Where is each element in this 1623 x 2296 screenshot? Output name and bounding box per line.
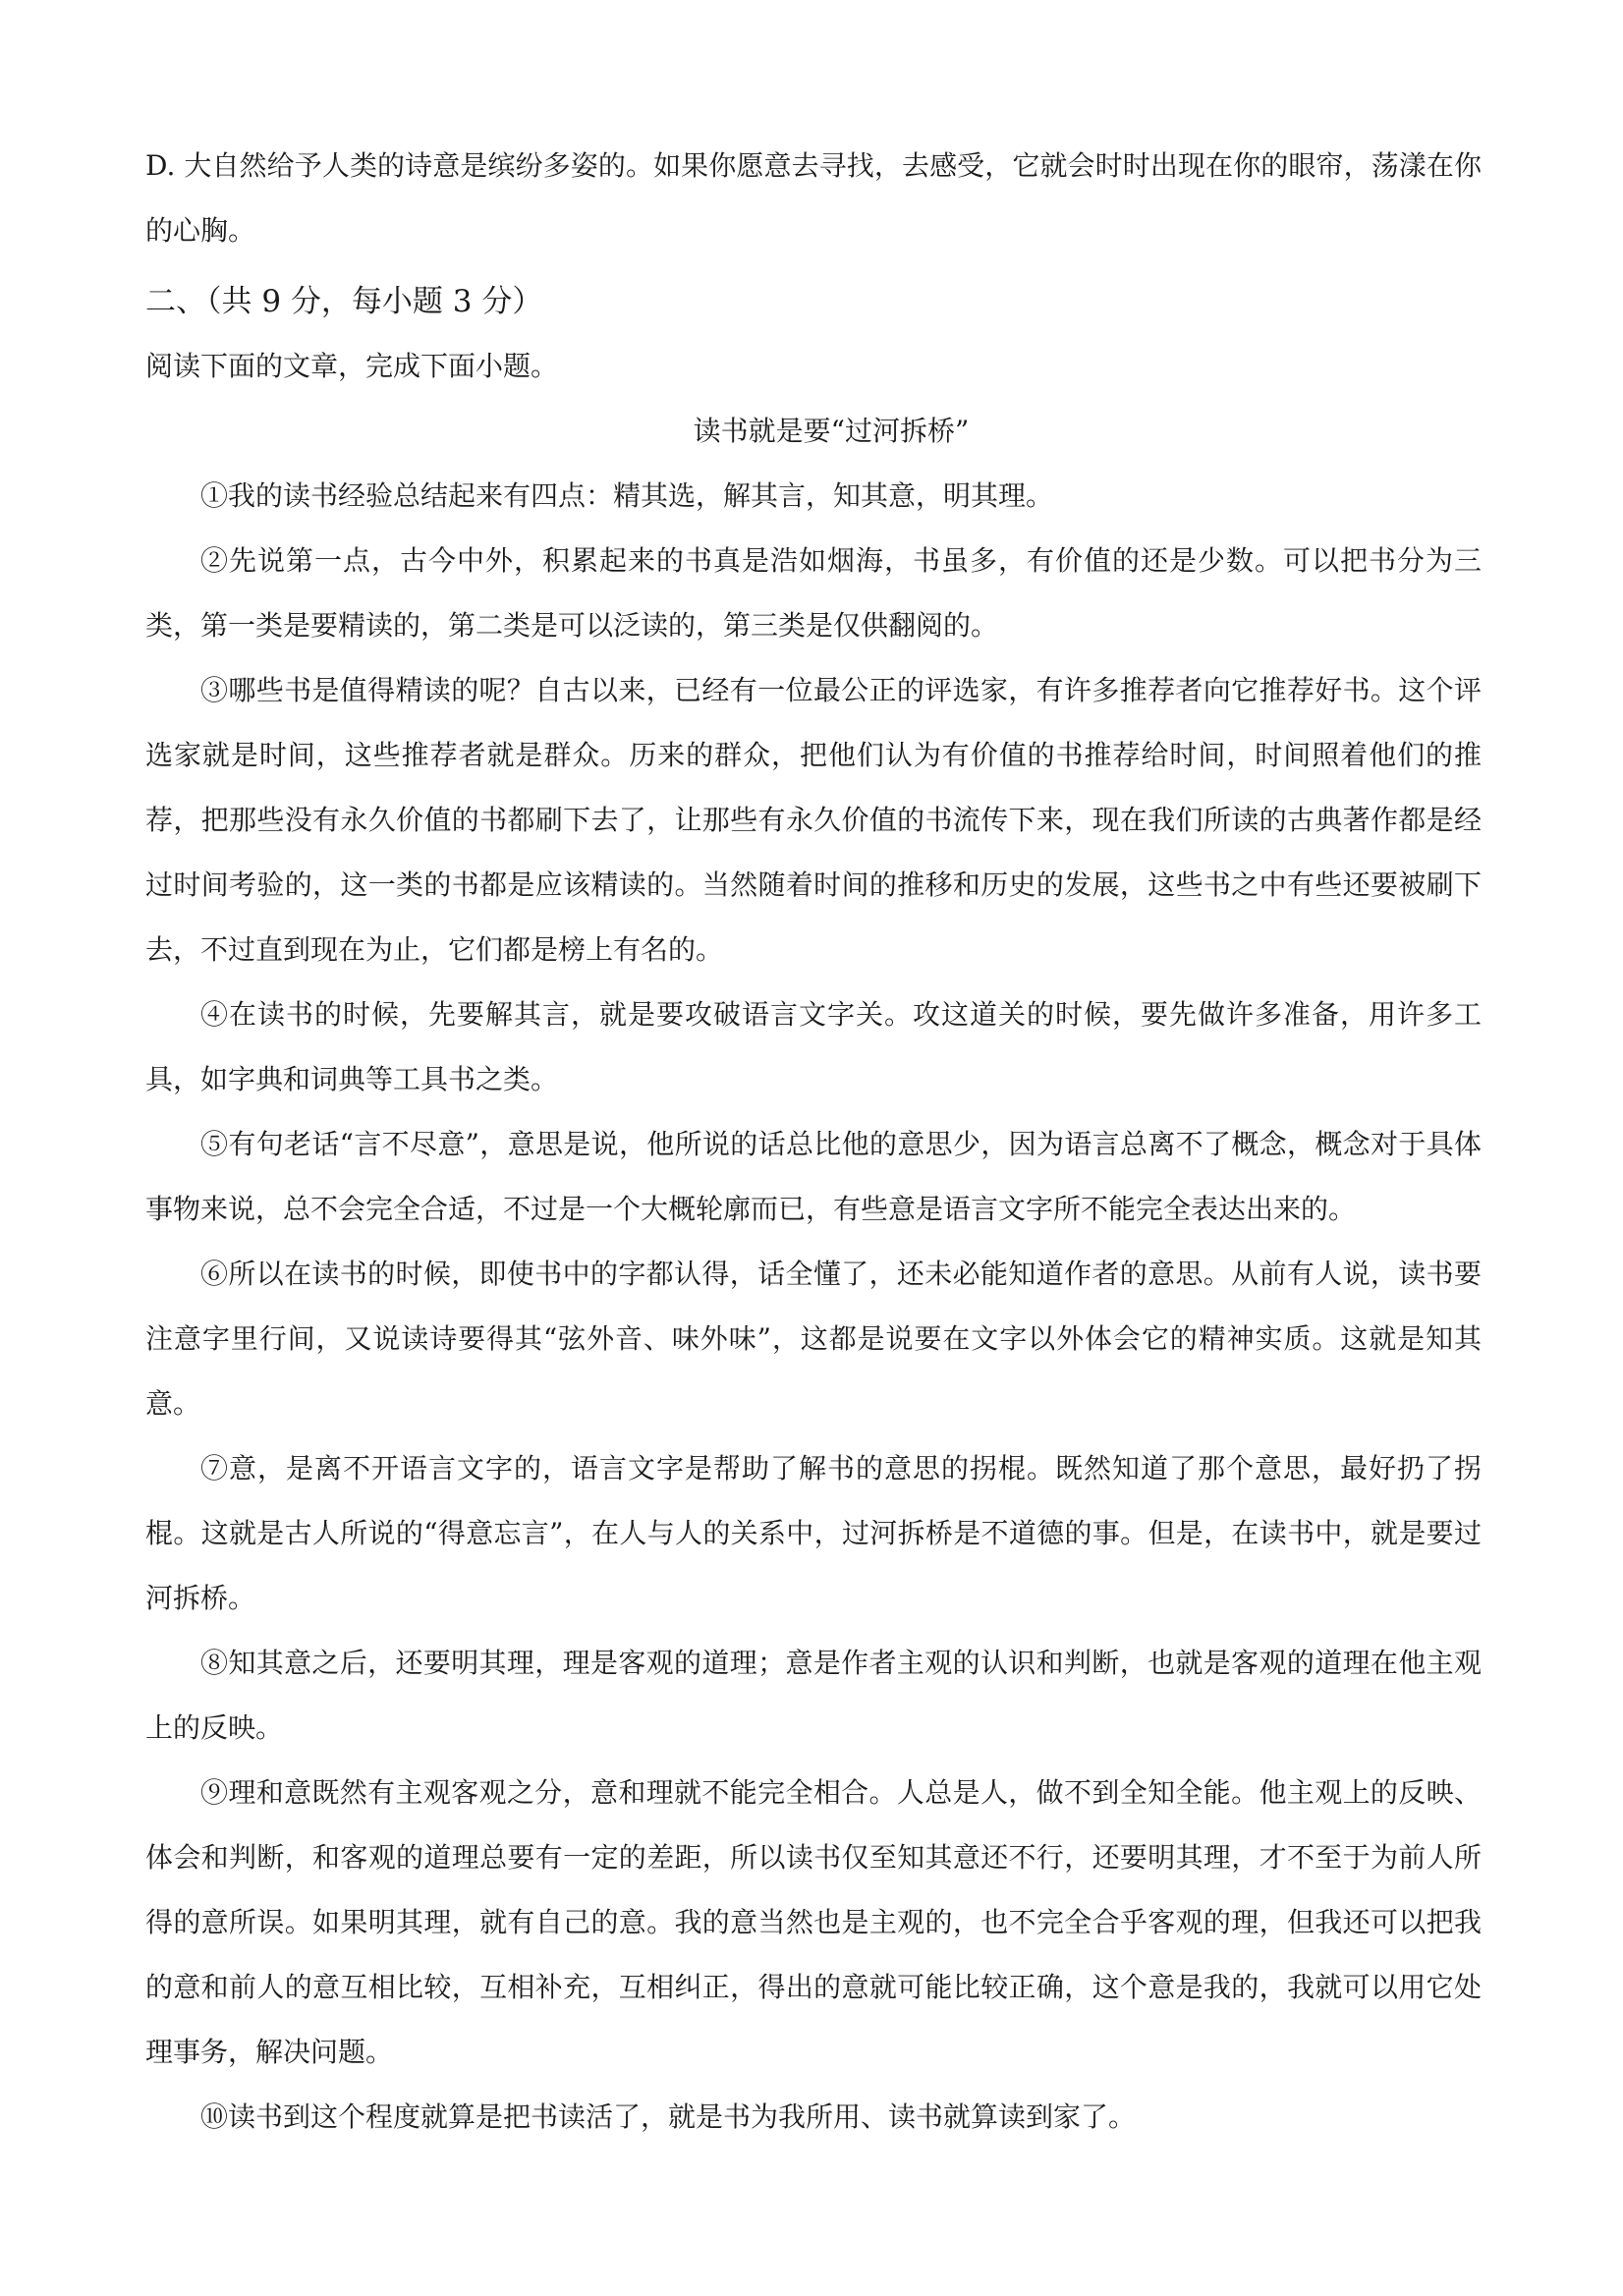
section-two-heading: 二、（共 9 分，每小题 3 分）	[145, 284, 543, 319]
article-paragraph-7: ⑦意，是离不开语言文字的，语言文字是帮助了解书的意思的拐棍。既然知道了那个意思，最好扔了拐棍。这就是古人所说的“得意忘言”，在人与人的关系中，过河拆桥是不道德的事。但是，在读书中，就是要过河拆桥。	[145, 1452, 1482, 1614]
article-paragraph-5: ⑤有句老话“言不尽意”，意思是说，他所说的话总比他的意思少，因为语言总离不了概念，概念对于具体事物来说，总不会完全合适，不过是一个大概轮廓而已，有些意是语言文字所不能完全表达出来的。	[145, 1128, 1482, 1225]
article-paragraph-6: ⑥所以在读书的时候，即使书中的字都认得，话全懂了，还未必能知道作者的意思。从前有人说，读书要注意字里行间，又说读诗要得其“弦外音、味外味”，这都是说要在文字以外体会它的精神实质。这就是知其意。	[145, 1258, 1482, 1420]
article-paragraph-10: ⑩读书到这个程度就算是把书读活了，就是书为我所用、读书就算读到家了。	[200, 2100, 1137, 2133]
article-paragraph-4: ④在读书的时候，先要解其言，就是要攻破语言文字关。攻这道关的时候，要先做许多准备，用许多工具，如字典和词典等工具书之类。	[145, 998, 1482, 1095]
article-paragraph-3: ③哪些书是值得精读的呢？自古以来，已经有一位最公正的评选家，有许多推荐者向它推荐好书。这个评选家就是时间，这些推荐者就是群众。历来的群众，把他们认为有价值的书推荐给时间，时间照着他们的推荐，把那些没有永久价值的书都刷下去了，让那些有永久价值的书流传下来，现在我们所读的古典著作都是经过时间考验的，这一类的书都是应该精读的。当然随着时间的推移和历史的发展，这些书之中有些还要被刷下去，不过直到现在为止，它们都是榜上有名的。	[145, 674, 1482, 966]
article-title: 读书就是要“过河拆桥”	[693, 415, 970, 447]
option-d-text: D. 大自然给予人类的诗意是缤纷多姿的。如果你愿意去寻找，去感受，它就会时时出现在你的眼帘，荡漾在你的心胸。	[145, 149, 1482, 247]
article-paragraph-9: ⑨理和意既然有主观客观之分，意和理就不能完全相合。人总是人，做不到全知全能。他主观上的反映、体会和判断，和客观的道理总要有一定的差距，所以读书仅至知其意还不行，还要明其理，才不至于为前人所得的意所误。如果明其理，就有自己的意。我的意当然也是主观的，也不完全合乎客观的理，但我还可以把我的意和前人的意互相比较，互相补充，互相纠正，得出的意就可能比较正确，这个意是我的，我就可以用它处理事务，解决问题。	[145, 1776, 1482, 2068]
article-paragraph-8: ⑧知其意之后，还要明其理，理是客观的道理；意是作者主观的认识和判断，也就是客观的道理在他主观上的反映。	[145, 1647, 1482, 1744]
reading-instruction: 阅读下面的文章，完成下面小题。	[145, 350, 559, 382]
article-paragraph-1: ①我的读书经验总结起来有四点：精其选，解其言，知其意，明其理。	[200, 479, 1054, 512]
article-paragraph-2: ②先说第一点，古今中外，积累起来的书真是浩如烟海，书虽多，有价值的还是少数。可以把书分为三类，第一类是要精读的，第二类是可以泛读的，第三类是仅供翻阅的。	[145, 544, 1482, 642]
page-content	[145, 134, 1482, 2150]
